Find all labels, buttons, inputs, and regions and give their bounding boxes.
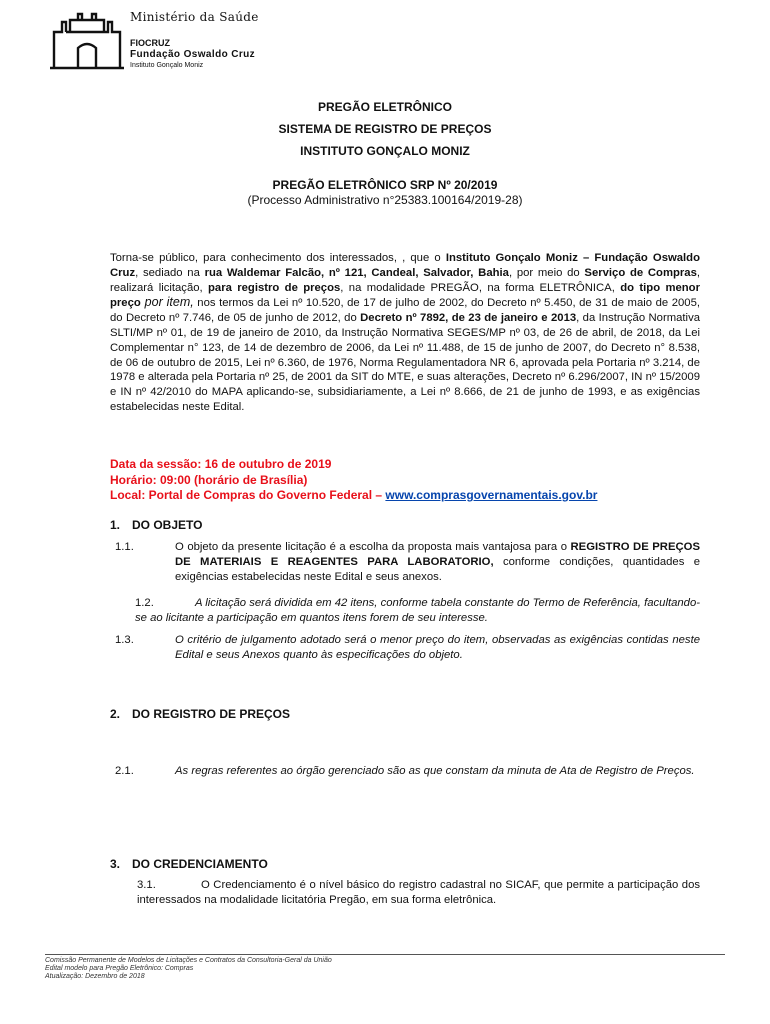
session-local: Local: Portal de Compras do Governo Federal – www.comprasgovernamentais.gov.br (110, 488, 598, 502)
title-line-1: PREGÃO ELETRÔNICO (317, 100, 452, 114)
institute-name: Instituto Gonçalo Moniz (130, 62, 204, 69)
fiocruz-label: FIOCRUZ (130, 38, 170, 48)
item-1-1: 1.1. O objeto da presente licitação é a escolha da proposta mais vantajosa para o REGISTRO DE PREÇOS DE MATERIAIS E REAGENTES PARA LABORATORIO, conforme condições, quantidades e exigências estabelecidas neste Edital e seus anexos. (115, 541, 700, 583)
item-1-3: 1.3. O critério de julgamento adotado será o menor preço do item, observadas as exigências contidas neste Edital e seus Anexos quanto às especificações do objeto. (115, 634, 700, 661)
footer (45, 957, 332, 981)
section-3-heading: 3. DO CREDENCIAMENTO (110, 857, 268, 871)
castle-logo-icon (48, 10, 126, 72)
title-line-2: SISTEMA DE REGISTRO DE PREÇOS (278, 122, 492, 136)
compras-link[interactable]: www.comprasgovernamentais.gov.br (385, 488, 598, 502)
foundation-name: Fundação Oswaldo Cruz (130, 49, 256, 60)
intro-paragraph: Torna-se público, para conhecimento dos interessados, , que o Instituto Gonçalo Moniz – Fundação Oswaldo Cruz, sediado na rua Waldemar Falcão, nº 121, Candeal, Salvador, Bahia, por meio do Serviço de Compras, realizará licitação, para registro de preços, na modalidade PREGÃO, na forma ELETRÔNICA, do tipo menor preço por item, nos termos da Lei nº 10.520, de 17 de julho de 2002, do Decreto nº 5.450, de 31 de maio de 2005, do Decreto nº 7.746, de 05 de junho de 2012, do Decreto nº 7892, de 23 de janeiro e 2013, da Instrução Normativa SLTI/MP nº 01, de 19 de janeiro de 2010, da Instrução Normativa SEGES/MP nº 03, de 26 de abril, de 2018, da Lei Complementar n° 123, de 14 de dezembro de 2006, da Lei nº 11.488, de 15 de junho de 2007, do Decreto n° 8.538, de 06 de outubro de 2015, Lei nº 6.360, de 1976, Norma Regulamentadora NR 6, aprovada pela Portaria nº 3.214, de 1978 e alterada pela Portaria nº 25, de 2001 da SIT do MTE, e suas alterações, Decreto nº 6.296/2007, IN nº 15/2009 e IN nº 42/2010 do MAPA aplicando-se, subsidiariamente, a Lei nº 8.666, de 21 de junho de 1993, e as exigências estabelecidas neste Edital. (110, 252, 701, 413)
footer-line-3: Atualização: Dezembro de 2018 (45, 973, 145, 980)
item-1-2: 1.2. A licitação será dividida em 42 itens, conforme tabela constante do Termo de Referência, facultando-se ao licitante a participação em quantos itens forem de seu interesse. (135, 597, 700, 624)
footer-line-1: Comissão Permanente de Modelos de Licitações e Contratos da Consultoria-Geral da União (45, 957, 332, 964)
session-date: Data da sessão: 16 de outubro de 2019 (110, 457, 332, 471)
section-2-heading: 2. DO REGISTRO DE PREÇOS (110, 707, 291, 721)
session-time: Horário: 09:00 (horário de Brasília) (110, 472, 308, 487)
title-line-3: INSTITUTO GONÇALO MONIZ (300, 144, 470, 158)
footer-line-2: Edital modelo para Pregão Eletrônico: Compras (45, 965, 194, 972)
item-3-1: 3.1. O Credenciamento é o nível básico do registro cadastral no SICAF, que permite a participação dos interessados na modalidade licitatória Pregão, em sua forma eletrônica. (137, 879, 700, 906)
session-info (110, 457, 597, 504)
item-2-1: 2.1. As regras referentes ao órgão gerenciado são as que constam da minuta de Ata de Registro de Preços. (115, 765, 695, 777)
process-number: (Processo Administrativo n°25383.100164/2019-28) (247, 193, 523, 207)
srp-number: PREGÃO ELETRÔNICO SRP Nº 20/2019 (272, 178, 498, 192)
footer-divider (45, 954, 725, 955)
fiocruz-logo (48, 10, 308, 72)
ministry-name: Ministério da Saúde (130, 10, 259, 24)
section-1-heading: 1. DO OBJETO (110, 518, 203, 532)
